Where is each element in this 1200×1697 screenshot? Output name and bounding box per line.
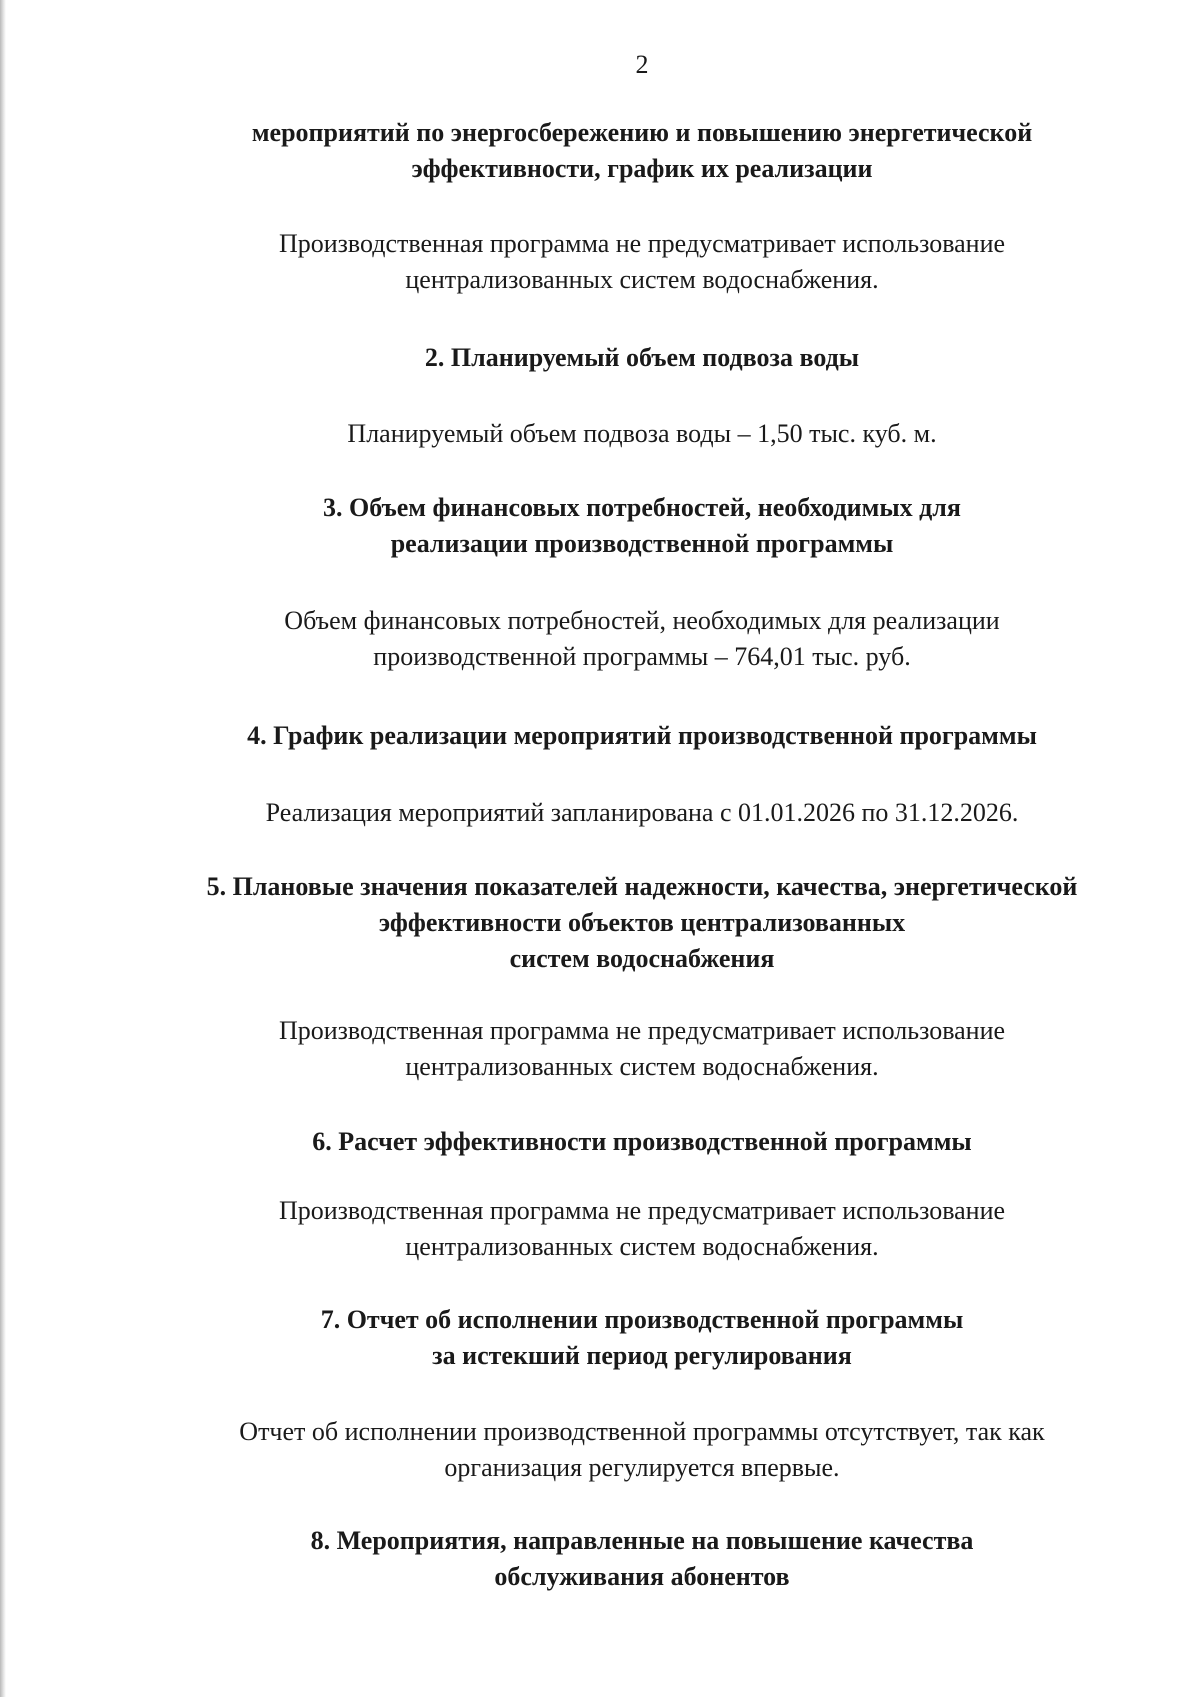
section-5-heading: 5. Плановые значения показателей надежности, качества, энергетической эффективности объектов централизованных систем водоснабжения: [206, 872, 1078, 973]
section-2-heading: 2. Планируемый объем подвоза воды: [424, 343, 860, 372]
section-3-text: Объем финансовых потребностей, необходимых для реализации производственной программы – 764,01 тыс. руб.: [284, 606, 1000, 671]
scan-left-edge: [0, 0, 6, 1697]
section-6-heading: 6. Расчет эффективности производственной программы: [312, 1127, 972, 1156]
section-4-heading: 4. График реализации мероприятий производственной программы: [247, 721, 1037, 750]
intro-text: Производственная программа не предусматривает использование централизованных систем водоснабжения.: [278, 229, 1006, 294]
section-7-heading: 7. Отчет об исполнении производственной программы за истекший период регулирования: [320, 1305, 964, 1370]
section-6-text: Производственная программа не предусматривает использование централизованных систем водоснабжения.: [278, 1196, 1006, 1261]
section-7-text: Отчет об исполнении производственной программы отсутствует, так как организация регулируется впервые.: [239, 1417, 1045, 1482]
section-4-text: Реализация мероприятий запланирована с 01.01.2026 по 31.12.2026.: [265, 798, 1019, 827]
section-8-heading: 8. Мероприятия, направленные на повышение качества обслуживания абонентов: [310, 1526, 974, 1591]
section-2-text: Планируемый объем подвоза воды – 1,50 тыс. куб. м.: [347, 419, 937, 448]
page-number: 2: [635, 50, 649, 79]
intro-heading: мероприятий по энергосбережению и повышению энергетической эффективности, график их реализации: [251, 118, 1033, 183]
section-3-heading: 3. Объем финансовых потребностей, необходимых для реализации производственной программы: [323, 493, 961, 558]
section-5-text: Производственная программа не предусматривает использование централизованных систем водоснабжения.: [278, 1016, 1006, 1081]
